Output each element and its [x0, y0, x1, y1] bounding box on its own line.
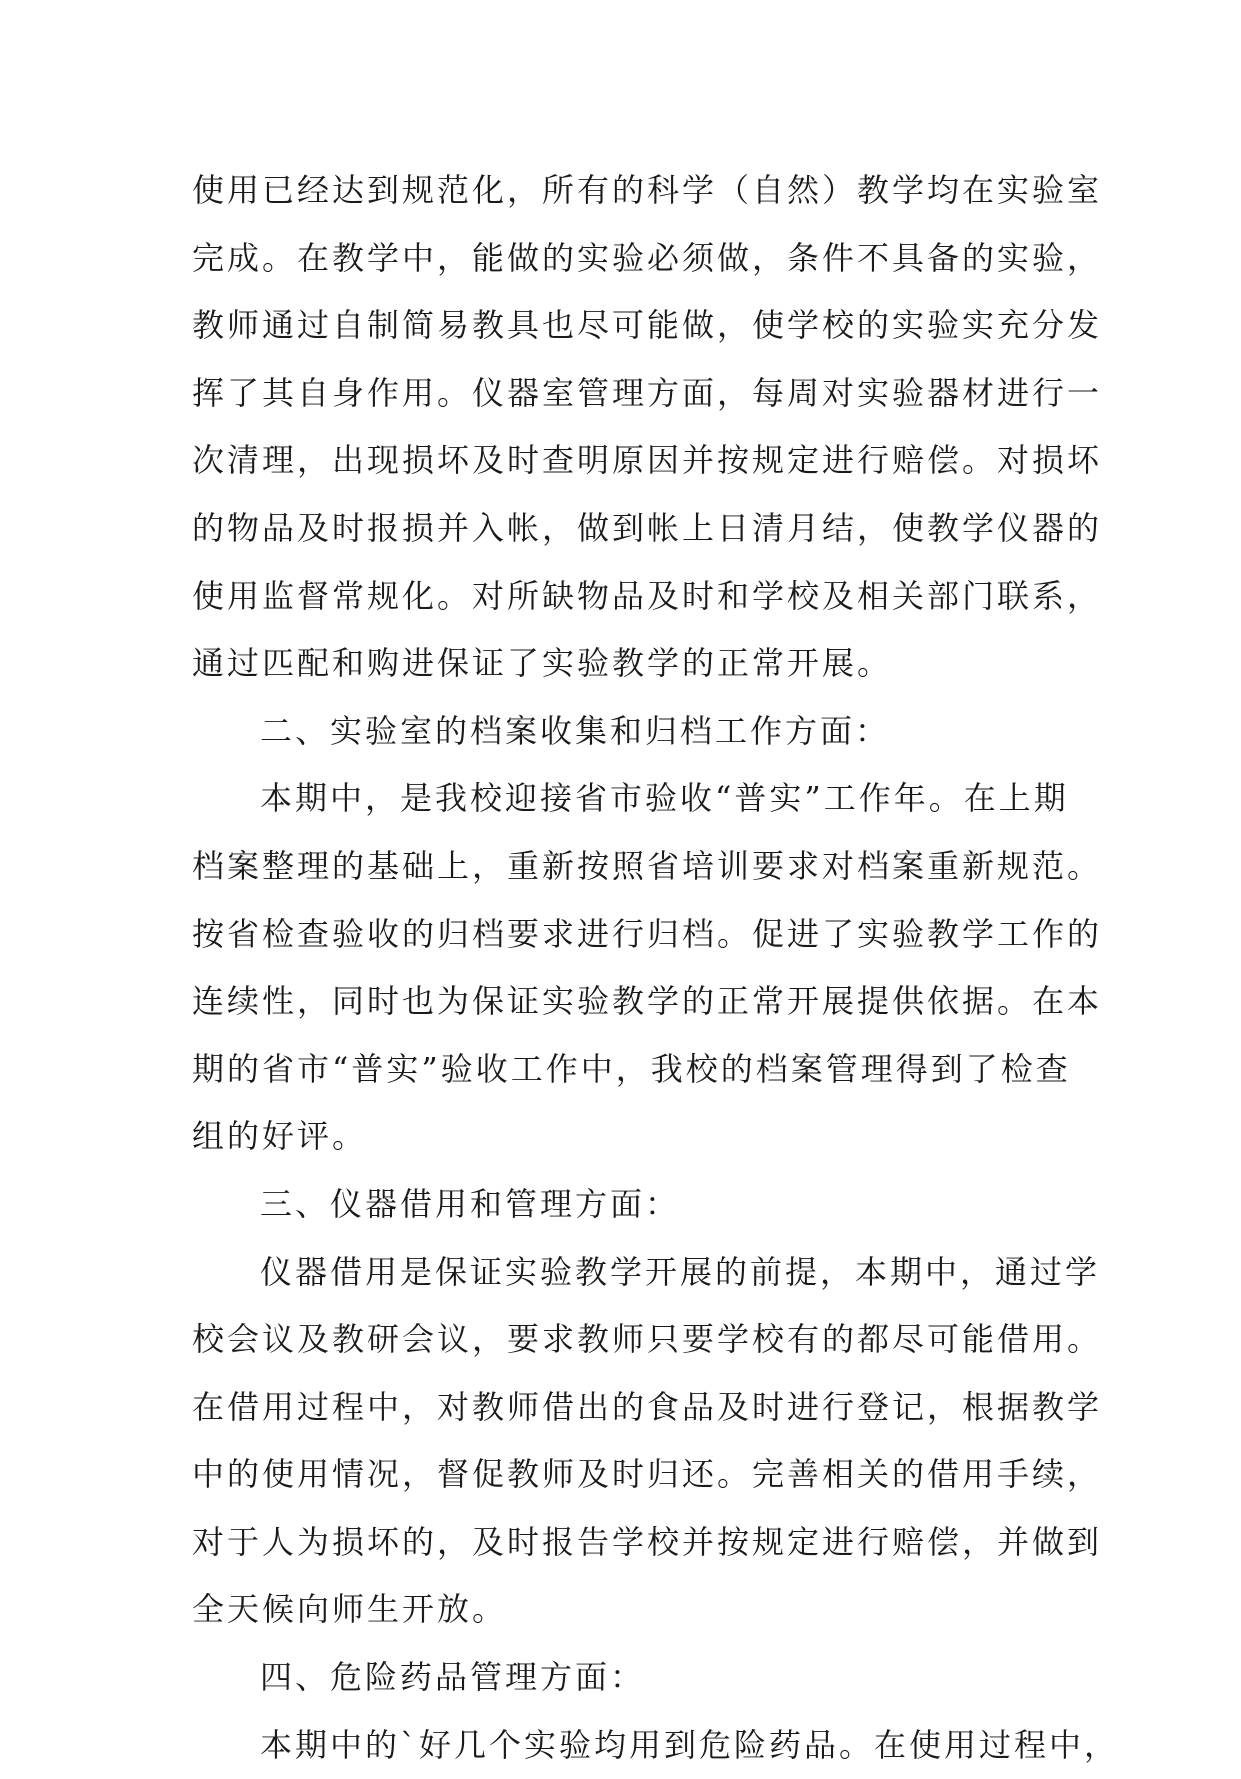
text-line: 按省检查验收的归档要求进行归档。促进了实验教学工作的	[192, 914, 1103, 953]
text-line: 二、实验室的档案收集和归档工作方面：	[260, 711, 891, 750]
text-line: 挥了其自身作用。仪器室管理方面，每周对实验器材进行一	[192, 373, 1103, 412]
text-line: 本期中，是我校迎接省市验收“普实”工作年。在上期	[260, 779, 1069, 818]
document-body	[192, 157, 1120, 1779]
text-line: 组的好评。	[192, 1117, 368, 1156]
text-line: 对于人为损坏的，及时报告学校并按规定进行赔偿，并做到	[192, 1522, 1103, 1561]
text-line: 次清理，出现损坏及时查明原因并按规定进行赔偿。对损坏	[192, 441, 1103, 480]
text-line: 本期中的`好几个实验均用到危险药品。在使用过程中，	[260, 1725, 1120, 1764]
text-line: 期的省市“普实”验收工作中，我校的档案管理得到了检查	[192, 1049, 1071, 1088]
text-line: 使用监督常规化。对所缺物品及时和学校及相关部门联系，	[192, 576, 1103, 615]
text-line: 仪器借用是保证实验教学开展的前提，本期中，通过学	[260, 1252, 1101, 1291]
text-line: 通过匹配和购进保证了实验教学的正常开展。	[192, 644, 893, 683]
text-line: 的物品及时报损并入帐，做到帐上日清月结，使教学仪器的	[192, 508, 1103, 547]
text-line: 中的使用情况，督促教师及时归还。完善相关的借用手续，	[192, 1455, 1103, 1494]
text-line: 四、危险药品管理方面：	[260, 1658, 646, 1697]
text-line: 使用已经达到规范化，所有的科学（自然）教学均在实验室	[192, 171, 1103, 209]
text-line: 全天候向师生开放。	[192, 1590, 508, 1629]
text-line: 校会议及教研会议，要求教师只要学校有的都尽可能借用。	[192, 1320, 1103, 1359]
text-line: 教师通过自制简易教具也尽可能做，使学校的实验实充分发	[192, 306, 1103, 345]
text-line: 档案整理的基础上，重新按照省培训要求对档案重新规范。	[192, 846, 1103, 885]
text-line: 连续性，同时也为保证实验教学的正常开展提供依据。在本	[192, 982, 1103, 1021]
text-line: 在借用过程中，对教师借出的食品及时进行登记，根据教学	[192, 1387, 1103, 1426]
text-line: 三、仪器借用和管理方面：	[260, 1184, 681, 1223]
text-line: 完成。在教学中，能做的实验必须做，条件不具备的实验，	[192, 238, 1103, 277]
